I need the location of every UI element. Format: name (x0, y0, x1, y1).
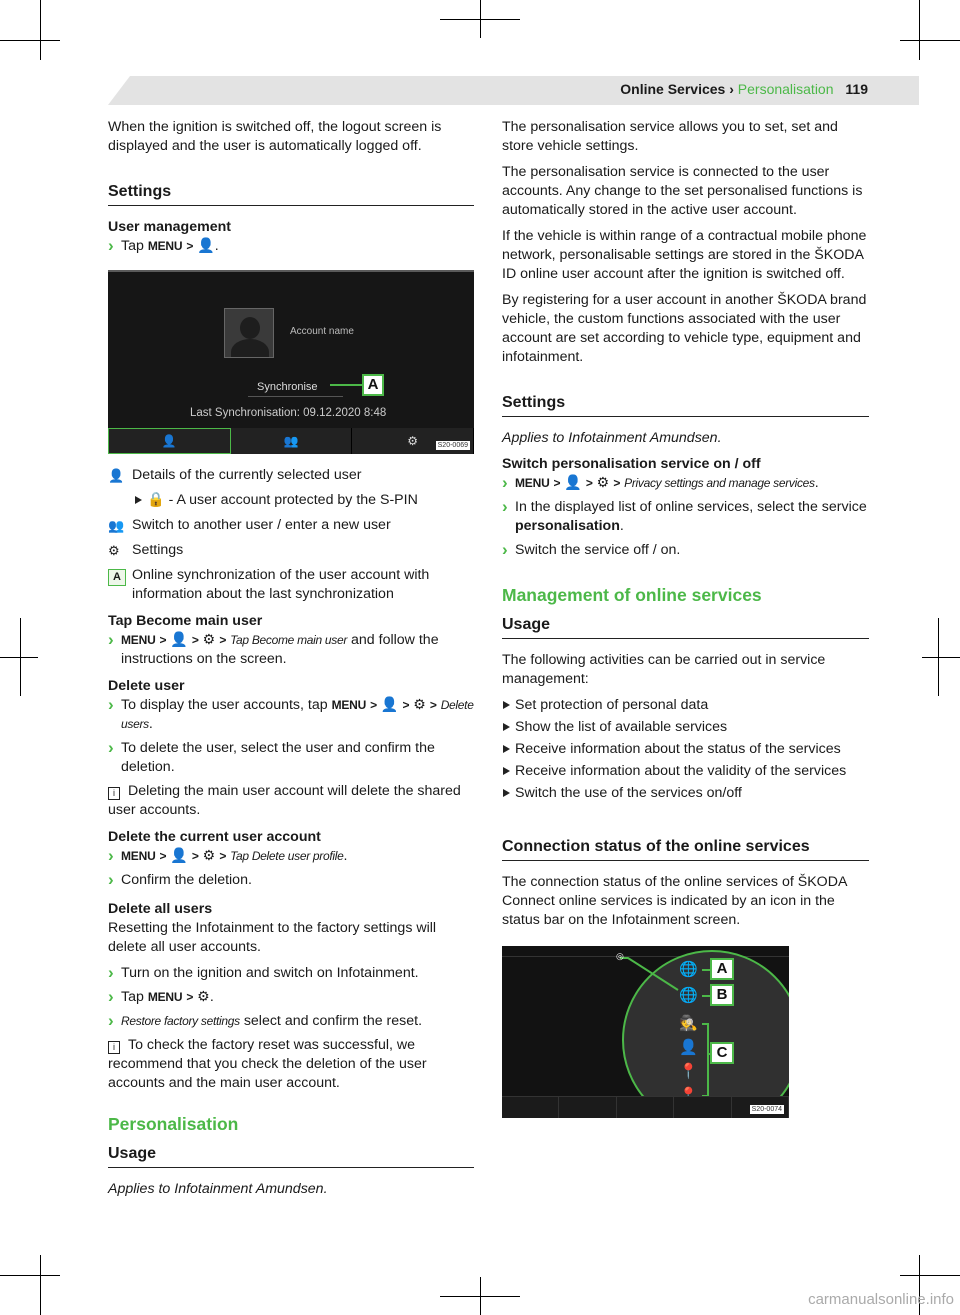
applies-text: Applies to Infotainment Amundsen. (108, 1181, 328, 1197)
para-3: If the vehicle is within range of a contractual mobile phone network, personalisable settings are stored in the ŠKODA ID online user account after the ignition is switched off. (502, 228, 867, 282)
info-icon: i (108, 787, 120, 800)
user-icon: 👤 (108, 468, 125, 483)
step-switch-off-on: › Switch the service off / on. (502, 541, 869, 560)
crop-mark (900, 1275, 960, 1276)
user-icon: 👤 (380, 697, 399, 713)
bottom-bar (502, 1096, 789, 1118)
activity-item: Show the list of available services (502, 718, 869, 737)
chapter-title: Online Services (620, 81, 726, 97)
settings-heading-right: Settings (502, 393, 869, 417)
crop-mark (0, 40, 60, 41)
management-heading: Management of online services (502, 585, 762, 605)
switch-title: Switch personalisation service on / off (502, 456, 761, 472)
tab-switch-user[interactable] (231, 428, 353, 454)
left-column (108, 118, 474, 1206)
step-tap-menu: › Tap MENU > 👤. (108, 237, 474, 256)
step-delete-user-1: › To display the user accounts, tap MENU > 👤 > ⚙ > Delete users. (108, 696, 474, 734)
user-icon: 👤 (170, 848, 188, 864)
user-management-screen (108, 270, 474, 454)
watermark: carmanualsonline.info (808, 1291, 954, 1308)
intro-text: When the ignition is switched off, the logout screen is displayed and the user is automatically logged off. (108, 119, 442, 154)
activity-item: Receive information about the validity of the services (502, 762, 869, 781)
user-management-title: User management (108, 219, 232, 235)
crop-mark (440, 1296, 520, 1297)
step-tap-settings: › Tap MENU > ⚙. (108, 988, 474, 1007)
figure-code: S20-0074 (751, 1106, 782, 1113)
crop-mark (40, 1255, 41, 1315)
callout-a: A (362, 374, 384, 396)
note-delete-user: i Deleting the main user account will delete the shared user accounts. (108, 783, 461, 818)
activity-item: Switch the use of the services on/off (502, 784, 869, 803)
callout-b: B (710, 984, 734, 1006)
right-column (502, 118, 869, 1118)
page-number: 119 (845, 81, 868, 97)
menu-key: MENU (147, 239, 183, 253)
step-confirm-deletion: › Confirm the deletion. (108, 871, 474, 890)
step-become-main: › MENU > 👤 > ⚙ > Tap Become main user and follow the instructions on the screen. (108, 631, 474, 669)
step-delete-user-2: › To delete the user, select the user and confirm the deletion. (108, 739, 474, 777)
connection-text: The connection status of the online services of ŠKODA Connect online services is indicated by an icon in the status bar on the Infotainment screen. (502, 874, 847, 928)
step-delete-current: › MENU > 👤 > ⚙ > Tap Delete user profile. (108, 847, 474, 866)
crop-mark (919, 0, 920, 60)
status-bar-screen (502, 946, 789, 1118)
incognito-icon: 🕵 (679, 1015, 698, 1032)
synchronise-button[interactable]: Synchronise (257, 381, 318, 393)
last-sync-label: Last Synchronisation: 09.12.2020 8:48 (190, 407, 387, 419)
lock-icon: 🔒 (147, 492, 165, 508)
step-restore-factory: › Restore factory settings select and confirm the reset. (108, 1012, 474, 1031)
step-turn-on: › Turn on the ignition and switch on Infotainment. (108, 964, 474, 983)
arrow: > (186, 239, 194, 253)
avatar (224, 308, 274, 358)
tab-bar (108, 428, 474, 454)
gear-icon: ⚙ (197, 989, 210, 1005)
account-name-label: Account name (290, 326, 354, 337)
tab-user[interactable] (108, 428, 231, 454)
legend-sync: A Online synchronization of the user account with information about the last synchronization (108, 566, 474, 604)
user-icon: 👤 (564, 475, 582, 491)
gear-icon: ⚙ (108, 543, 120, 558)
step-select-personalisation: › In the displayed list of online services, select the service personalisation. (502, 498, 869, 536)
usage-heading-right: Usage (502, 615, 869, 639)
user-location-icon: 📍 (679, 1063, 698, 1080)
users-icon: 👥 (283, 433, 299, 448)
user-icon: 👤 (197, 238, 215, 254)
callout-a: A (710, 958, 734, 980)
legend-switch-user: 👥 Switch to another user / enter a new user (108, 517, 391, 533)
callout-line (330, 384, 364, 386)
figure-code: S20-0069 (437, 442, 468, 449)
delete-current-title: Delete the current user account (108, 829, 321, 845)
legend-settings: ⚙ Settings (108, 542, 184, 558)
callout-c: C (710, 1042, 734, 1064)
globe-disconnected-icon: 🌐 (679, 987, 698, 1004)
settings-heading: Settings (108, 182, 474, 206)
running-header (620, 80, 868, 99)
tap-label: Tap (121, 238, 144, 254)
delete-user-title: Delete user (108, 678, 185, 694)
connection-heading: Connection status of the online services (502, 837, 869, 861)
status-icon-small: ◎ (616, 951, 624, 961)
crop-mark (0, 1275, 60, 1276)
applies-text-right: Applies to Infotainment Amundsen. (502, 430, 722, 446)
activity-item: Receive information about the status of the services (502, 740, 869, 759)
sync-underline (248, 396, 343, 397)
para-2: The personalisation service is connected to the user accounts. Any change to the set personalised functions is automatically stored in the active user account. (502, 164, 863, 218)
activity-item: Set protection of personal data (502, 696, 869, 715)
delete-all-title: Delete all users (108, 901, 213, 917)
section-title: Personalisation (737, 81, 834, 97)
delete-all-text: Resetting the Infotainment to the factory settings will delete all user accounts. (108, 920, 437, 955)
info-icon: i (108, 1041, 120, 1054)
label-a-box: A (108, 569, 126, 586)
para-1: The personalisation service allows you to set, set and store vehicle settings. (502, 119, 838, 154)
gear-icon: ⚙ (413, 697, 426, 713)
gear-icon: ⚙ (596, 475, 610, 491)
legend-user-sub: 🔒 - A user account protected by the S-PIN (134, 491, 474, 510)
gear-icon: ⚙ (202, 848, 216, 864)
para-4: By registering for a user account in another ŠKODA brand vehicle, the custom functions associated with the user account are set according to vehicle type, equipment and infotainment. (502, 292, 867, 365)
legend-user: 👤 Details of the currently selected user (108, 467, 362, 483)
become-main-title: Tap Become main user (108, 613, 263, 629)
crop-mark (0, 657, 38, 658)
crop-mark (922, 657, 960, 658)
crop-mark (440, 19, 520, 20)
personalisation-heading: Personalisation (108, 1114, 239, 1134)
usage-heading: Usage (108, 1144, 474, 1168)
user-icon: 👤 (170, 632, 188, 648)
gear-icon: ⚙ (407, 433, 419, 448)
crop-mark (40, 0, 41, 60)
gear-icon: ⚙ (202, 632, 216, 648)
breadcrumb-separator: › (729, 81, 734, 97)
activities-intro: The following activities can be carried out in service management: (502, 652, 826, 687)
globe-connected-icon: 🌐 (679, 961, 698, 978)
user-icon: 👤 (161, 433, 177, 448)
crop-mark (900, 40, 960, 41)
callout-lines (502, 946, 789, 1118)
step-privacy-settings: › MENU > 👤 > ⚙ > Privacy settings and manage services. (502, 474, 869, 493)
note-factory-reset: i To check the factory reset was successful, we recommend that you check the deletion of the user accounts and the main user account. (108, 1037, 427, 1091)
user-icon: 👤 (679, 1039, 698, 1056)
users-icon: 👥 (108, 518, 125, 533)
